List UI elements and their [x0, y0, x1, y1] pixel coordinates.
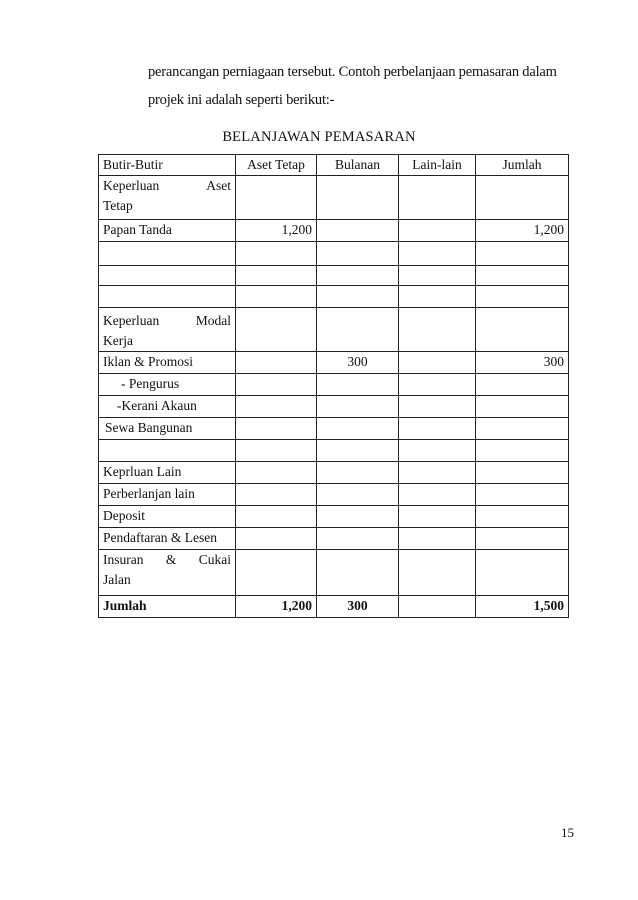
table-cell	[476, 462, 569, 484]
section-label-part: Kerja	[103, 333, 133, 348]
table-cell	[236, 176, 317, 220]
cell-jumlah-total: 1,500	[476, 596, 569, 618]
table-cell	[236, 528, 317, 550]
table-cell	[99, 242, 236, 266]
row-label-part: Insuran	[103, 552, 144, 567]
table-row	[99, 550, 569, 596]
table-cell	[317, 462, 399, 484]
column-header-butir: Butir-Butir	[99, 155, 236, 176]
table-cell	[399, 462, 476, 484]
row-label-insuran-cukai-jalan	[99, 550, 236, 596]
row-label-pendaftaran-lesen: Pendaftaran & Lesen	[99, 528, 236, 550]
table-cell	[476, 440, 569, 462]
table-cell	[99, 266, 236, 286]
section-keperluan-aset-tetap	[99, 176, 236, 220]
table-cell	[476, 176, 569, 220]
table-cell	[399, 352, 476, 374]
totals-row	[99, 596, 569, 618]
table-cell	[399, 220, 476, 242]
table-row	[99, 462, 569, 484]
table-cell	[399, 506, 476, 528]
table-row	[99, 220, 569, 242]
table-row	[99, 266, 569, 286]
table-cell	[236, 484, 317, 506]
table-cell	[317, 506, 399, 528]
table-cell	[99, 440, 236, 462]
table-cell	[476, 484, 569, 506]
row-label-jumlah: Jumlah	[99, 596, 236, 618]
cell-iklan-jumlah: 300	[476, 352, 569, 374]
table-cell	[317, 440, 399, 462]
column-header-bulanan: Bulanan	[317, 155, 399, 176]
table-cell	[399, 484, 476, 506]
row-label-papan-tanda: Papan Tanda	[99, 220, 236, 242]
cell-jumlah-bulanan: 300	[317, 596, 399, 618]
table-cell	[317, 266, 399, 286]
table-cell	[476, 506, 569, 528]
column-header-jumlah: Jumlah	[476, 155, 569, 176]
section-label-part: Aset	[206, 178, 231, 193]
budget-table	[98, 154, 569, 618]
table-cell	[317, 374, 399, 396]
table-cell	[399, 286, 476, 308]
table-cell	[476, 286, 569, 308]
page-number: 15	[561, 825, 574, 840]
table-cell	[236, 352, 317, 374]
table-cell	[317, 308, 399, 352]
table-row	[99, 242, 569, 266]
table-cell	[236, 550, 317, 596]
table-cell	[317, 286, 399, 308]
cell-jumlah-aset: 1,200	[236, 596, 317, 618]
table-cell	[399, 266, 476, 286]
table-row	[99, 396, 569, 418]
cell-papan-tanda-jumlah: 1,200	[476, 220, 569, 242]
section-label-part: Tetap	[103, 198, 133, 213]
section-label-part: Keperluan	[103, 178, 160, 193]
cell-papan-tanda-aset: 1,200	[236, 220, 317, 242]
intro-paragraph	[148, 58, 578, 114]
row-label-kerani-akaun: -Kerani Akaun	[99, 396, 236, 418]
table-cell	[399, 528, 476, 550]
table-cell	[399, 596, 476, 618]
row-label-sewa-bangunan: Sewa Bangunan	[99, 418, 236, 440]
intro-line-1: perancangan perniagaan tersebut. Contoh perbelanjaan pemasaran dalam	[148, 64, 557, 80]
table-cell	[399, 242, 476, 266]
table-row	[99, 528, 569, 550]
row-label-perberlanjan-lain: Perberlanjan lain	[99, 484, 236, 506]
table-cell	[317, 484, 399, 506]
table-cell	[399, 396, 476, 418]
table-cell	[317, 220, 399, 242]
table-cell	[236, 266, 317, 286]
table-cell	[236, 506, 317, 528]
row-label-deposit: Deposit	[99, 506, 236, 528]
intro-line-2: projek ini adalah seperti berikut:-	[148, 92, 335, 108]
table-title: BELANJAWAN PEMASARAN	[222, 129, 416, 145]
row-label-iklan: Iklan & Promosi	[99, 352, 236, 374]
table-cell	[236, 462, 317, 484]
table-cell	[399, 308, 476, 352]
table-row	[99, 418, 569, 440]
section-keperluan-modal-kerja	[99, 308, 236, 352]
section-label-part: Keperluan	[103, 313, 160, 328]
table-cell	[317, 550, 399, 596]
table-cell	[476, 266, 569, 286]
table-row	[99, 352, 569, 374]
table-cell	[476, 242, 569, 266]
table-row	[99, 374, 569, 396]
table-cell	[476, 418, 569, 440]
row-label-part: Jalan	[103, 572, 131, 587]
table-row	[99, 484, 569, 506]
row-label-part: &	[165, 552, 177, 567]
table-cell	[399, 176, 476, 220]
table-cell	[317, 396, 399, 418]
table-cell	[236, 396, 317, 418]
table-cell	[399, 550, 476, 596]
column-header-aset-tetap: Aset Tetap	[236, 155, 317, 176]
table-row	[99, 286, 569, 308]
table-cell	[476, 550, 569, 596]
table-cell	[99, 286, 236, 308]
table-cell	[476, 396, 569, 418]
table-cell	[476, 528, 569, 550]
section-keperluan-lain: Keprluan Lain	[99, 462, 236, 484]
table-cell	[476, 374, 569, 396]
table-cell	[317, 528, 399, 550]
row-label-pengurus: - Pengurus	[99, 374, 236, 396]
table-row	[99, 440, 569, 462]
section-label-part: Modal	[195, 313, 231, 328]
table-header-row	[99, 155, 569, 176]
table-cell	[236, 440, 317, 462]
table-cell	[476, 308, 569, 352]
table-cell	[236, 286, 317, 308]
table-cell	[317, 418, 399, 440]
table-row	[99, 308, 569, 352]
table-row	[99, 176, 569, 220]
table-cell	[317, 242, 399, 266]
row-label-part: Cukai	[198, 552, 231, 567]
table-row	[99, 506, 569, 528]
cell-iklan-bulanan: 300	[317, 352, 399, 374]
table-cell	[399, 374, 476, 396]
table-cell	[236, 308, 317, 352]
table-cell	[236, 418, 317, 440]
table-cell	[317, 176, 399, 220]
table-cell	[399, 440, 476, 462]
table-cell	[236, 242, 317, 266]
column-header-lain-lain: Lain-lain	[399, 155, 476, 176]
table-cell	[236, 374, 317, 396]
table-cell	[399, 418, 476, 440]
